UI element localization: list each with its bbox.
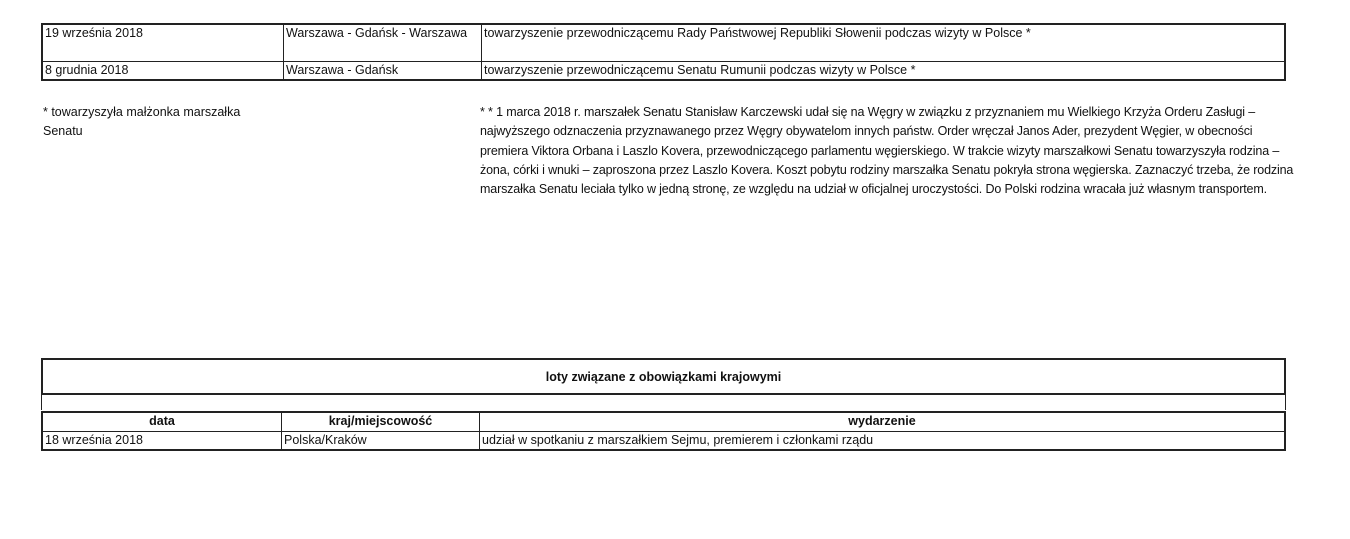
domestic-flights-table (41, 411, 1286, 451)
header-place: kraj/miejscowość (282, 412, 480, 432)
table-row (42, 432, 1285, 451)
event-cell: udział w spotkaniu z marszałkiem Sejmu, premierem i członkami rządu (480, 432, 1286, 451)
header-event: wydarzenie (480, 412, 1286, 432)
section-spacer-row (41, 393, 1286, 410)
table-row (42, 62, 1285, 81)
event-cell: towarzyszenie przewodniczącemu Rady Państwowej Republiki Słowenii podczas wizyty w Polsce * (482, 24, 1286, 62)
table-header-row (42, 412, 1285, 432)
table-row (42, 24, 1285, 62)
section-title-domestic-flights: loty związane z obowiązkami krajowymi (41, 358, 1286, 395)
route-cell: Warszawa - Gdańsk - Warszawa (284, 24, 482, 62)
route-cell: Warszawa - Gdańsk (284, 62, 482, 81)
foreign-flights-table (41, 23, 1286, 81)
date-cell: 8 grudnia 2018 (42, 62, 284, 81)
event-cell: towarzyszenie przewodniczącemu Senatu Rumunii podczas wizyty w Polsce * (482, 62, 1286, 81)
place-cell: Polska/Kraków (282, 432, 480, 451)
footnote-double-star: * * 1 marca 2018 r. marszałek Senatu Stanisław Karczewski udał się na Węgry w związku z przyznaniem mu Wielkiego Krzyża Orderu Zasługi – najwyższego odznaczenia przyznawanego przez Węgry obywatelom innych państw. Order wręczał Janos Ader, prezydent Węgier, w obecności premiera Viktora Orbana i Laszlo Kovera, przewodniczącego parlamentu węgierskiego. W trakcie wizyty marszałkowi Senatu towarzyszyła rodzina – żona, córki i wnuki – zaproszona przez Laszlo Kovera. Koszt pobytu rodziny marszałka Senatu pokryła strona węgierska. Zaznaczyć trzeba, że rodzina marszałka Senatu leciała tylko w jedną stronę, ze względu na udział w oficjalnej uroczystości. Do Polski rodzina wracała już własnym transportem. (480, 105, 1294, 197)
header-date: data (42, 412, 282, 432)
date-cell: 18 września 2018 (42, 432, 282, 451)
footnote-single-star: * towarzyszyła małżonka marszałka Senatu (43, 105, 241, 138)
date-cell: 19 września 2018 (42, 24, 284, 62)
